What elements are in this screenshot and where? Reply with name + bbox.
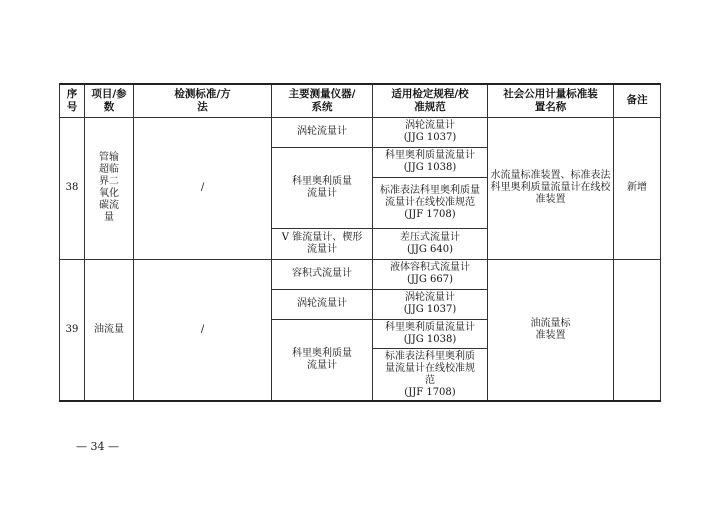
header-regulation: 适用检定规程/校准规范 [373,84,488,117]
regulation-cell: 科里奥利质量流量计 (JJG 1038) [373,319,488,348]
instrument-cell: 涡轮流量计 [272,289,373,319]
regulation-cell: 标准表法科里奥利质量流量计在线校准规范 (JJF 1708) [373,348,488,401]
regulation-cell: 科里奥利质量流量计 (JJG 1038) [373,147,488,177]
regulation-cell: 涡轮流量计 (JJG 1037) [373,289,488,319]
item-cell: 油流量 [85,259,134,401]
header-item: 项目/参数 [85,84,134,117]
instrument-cell: 科里奥利质量流量计 [272,319,373,401]
table-row [60,259,661,289]
instrument-cell: V 锥流量计、楔形流量计 [272,228,373,259]
header-standard: 社会公用计量标准装置名称 [488,84,614,117]
seq-cell: 38 [60,117,85,259]
method-cell: / [134,117,272,259]
remark-cell: 新增 [614,117,661,259]
instrument-cell: 涡轮流量计 [272,117,373,147]
page-number: — 34 — [76,440,119,453]
remark-cell [614,259,661,401]
table-row [60,117,661,147]
seq-cell: 39 [60,259,85,401]
header-instrument: 主要测量仪器/系统 [272,84,373,117]
header-seq: 序号 [60,84,85,117]
regulation-cell: 标准表法科里奥利质量流量计在线校准规范 (JJF 1708) [373,177,488,228]
instrument-cell: 容积式流量计 [272,259,373,289]
method-cell: / [134,259,272,401]
header-row [60,84,661,117]
standard-cell: 水流量标准装置、标准表法科里奥利质量流量计在线校准装置 [488,117,614,259]
item-cell: 管输超临界二氧化碳流量 [85,117,134,259]
standard-cell: 油流量标准装置 [488,259,614,401]
metrology-table [59,83,661,402]
regulation-cell: 涡轮流量计 (JJG 1037) [373,117,488,147]
regulation-cell: 液体容积式流量计 (JJG 667) [373,259,488,289]
regulation-cell: 差压式流量计 (JJG 640) [373,228,488,259]
header-remark: 备注 [614,84,661,117]
header-method: 检测标准/方法 [134,84,272,117]
instrument-cell: 科里奥利质量流量计 [272,147,373,228]
